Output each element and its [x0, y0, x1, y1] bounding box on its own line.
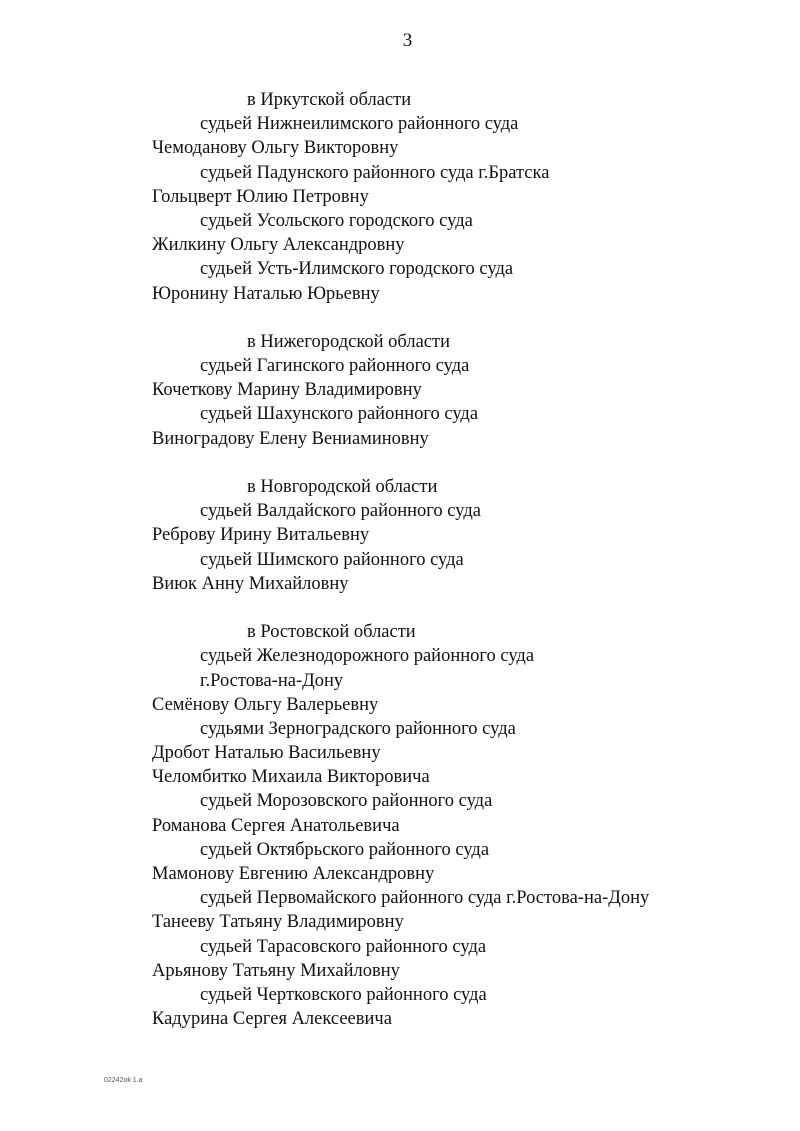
page-number: 3: [402, 30, 413, 51]
judge-name: Семёнову Ольгу Валерьевну: [152, 694, 379, 715]
judge-name: Юронину Наталью Юрьевну: [152, 283, 380, 304]
region-heading: в Ростовской области: [247, 622, 416, 643]
court-appointment: судьей Октябрьского районного суда: [200, 839, 490, 860]
judge-name: Чемоданову Ольгу Викторовну: [152, 138, 399, 159]
judge-name: Кадурина Сергея Алексеевича: [152, 1009, 392, 1030]
region-heading: в Новгородской области: [247, 477, 438, 497]
court-appointment: судьями Зерноградского районного суда: [200, 718, 516, 739]
court-appointment: судьей Усольского городского суда: [200, 210, 473, 231]
judge-name: Жилкину Ольгу Александровну: [152, 235, 405, 256]
court-appointment: г.Ростова-на-Дону: [200, 670, 344, 691]
court-appointment: судьей Морозовского районного суда: [200, 791, 493, 812]
section-spacer: [0, 306, 800, 330]
document-code: 02242ok 1.a: [104, 1077, 143, 1084]
judge-name: Кочеткову Марину Владимировну: [152, 380, 422, 401]
judge-name: Виноградову Елену Вениаминовну: [152, 428, 429, 449]
judge-name: Арьянову Татьяну Михайловну: [152, 960, 400, 981]
court-appointment: судьей Падунского районного суда г.Братска: [200, 162, 550, 183]
judge-name: Реброву Ирину Витальевну: [152, 525, 370, 546]
court-appointment: судьей Шимского районного суда: [200, 549, 464, 570]
court-appointment: судьей Усть-Илимского городского суда: [200, 259, 514, 280]
judge-name: Гольцверт Юлию Петровну: [152, 186, 369, 207]
court-appointment: судьей Железнодорожного районного суда: [200, 646, 535, 667]
region-heading: в Иркутской области: [247, 90, 412, 110]
region-heading: в Нижегородской области: [247, 331, 451, 352]
document-body: [0, 88, 800, 1031]
judge-name: Мамонову Евгению Александровну: [152, 864, 435, 884]
section-spacer: [0, 451, 800, 475]
court-appointment: судьей Валдайского районного суда: [200, 501, 481, 522]
court-appointment: судьей Шахунского районного суда: [200, 404, 479, 425]
judge-name: Романова Сергея Анатольевича: [152, 815, 400, 836]
judge-name: Челомбитко Михаила Викторовича: [152, 767, 430, 788]
section-spacer: [0, 596, 800, 620]
court-appointment: судьей Тарасовского районного суда: [200, 936, 487, 957]
court-appointment: судьей Первомайского районного суда г.Ростова-на-Дону: [200, 888, 650, 909]
court-appointment: судьей Чертковского районного суда: [200, 984, 487, 1005]
court-appointment: судьей Гагинского районного суда: [200, 356, 470, 377]
judge-name: Виюк Анну Михайловну: [152, 573, 349, 594]
judge-name: Танееву Татьяну Владимировну: [152, 912, 404, 933]
judge-name: Дробот Наталью Васильевну: [152, 743, 381, 764]
court-appointment: судьей Нижнеилимского районного суда: [200, 114, 519, 135]
